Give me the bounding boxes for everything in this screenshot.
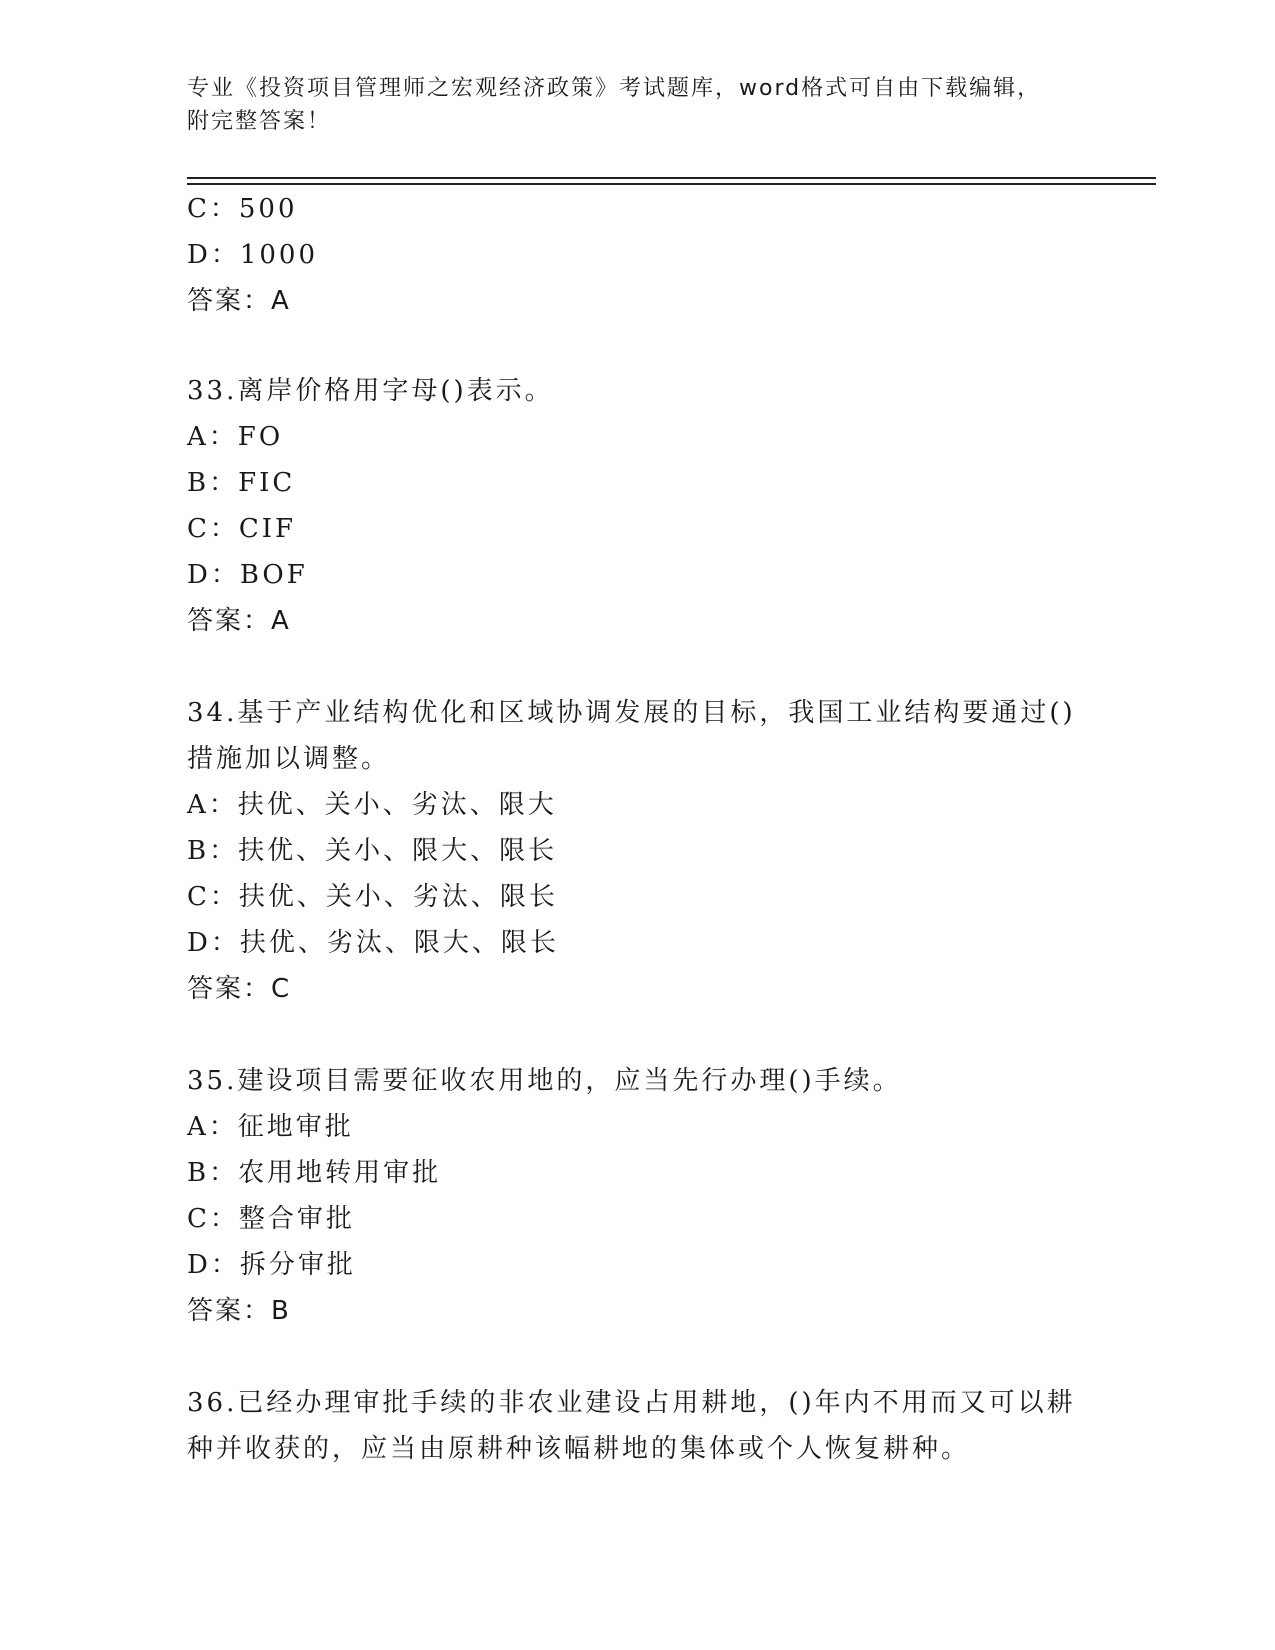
q33-answer: 答案：A (187, 606, 291, 636)
header-line-2: 附完整答案！ (187, 109, 332, 134)
q34-option-a: A：扶优、关小、劣汰、限大 (187, 790, 557, 820)
q35-stem: 35.建设项目需要征收农用地的，应当先行办理()手续。 (187, 1066, 902, 1096)
q33-option-d: D：BOF (187, 560, 308, 590)
document-header (187, 72, 1087, 138)
q35-option-d: D：拆分审批 (187, 1250, 356, 1280)
q35-option-b: B：农用地转用审批 (187, 1158, 442, 1188)
header-rule-top (187, 177, 1156, 179)
q35-option-a: A：征地审批 (187, 1112, 354, 1142)
q33-option-a: A：FO (187, 422, 284, 452)
header-rule-bottom (187, 183, 1156, 185)
q34-option-d: D：扶优、劣汰、限大、限长 (187, 928, 559, 958)
prev-answer: 答案：A (187, 286, 291, 316)
q33-stem: 33.离岸价格用字母()表示。 (187, 376, 554, 406)
q34-stem-line-2: 措施加以调整。 (187, 744, 391, 774)
q34-option-b: B：扶优、关小、限大、限长 (187, 836, 558, 866)
q36-stem-line-1: 36.已经办理审批手续的非农业建设占用耕地，()年内不用而又可以耕 (187, 1388, 1076, 1418)
q34-answer: 答案：C (187, 974, 292, 1004)
prev-option-d: D：1000 (187, 240, 319, 270)
q33-option-c: C：CIF (187, 514, 297, 544)
q35-option-c: C：整合审批 (187, 1204, 355, 1234)
q34-stem-line-1: 34.基于产业结构优化和区域协调发展的目标，我国工业结构要通过() (187, 698, 1076, 728)
q33-option-b: B：FIC (187, 468, 296, 498)
q34-option-c: C：扶优、关小、劣汰、限长 (187, 882, 558, 912)
header-line-1: 专业《投资项目管理师之宏观经济政策》考试题库，word格式可自由下载编辑， (187, 76, 1042, 101)
q36-stem-line-2: 种并收获的，应当由原耕种该幅耕地的集体或个人恢复耕种。 (187, 1434, 971, 1464)
prev-option-c: C：500 (187, 194, 298, 224)
q35-answer: 答案：B (187, 1296, 291, 1326)
